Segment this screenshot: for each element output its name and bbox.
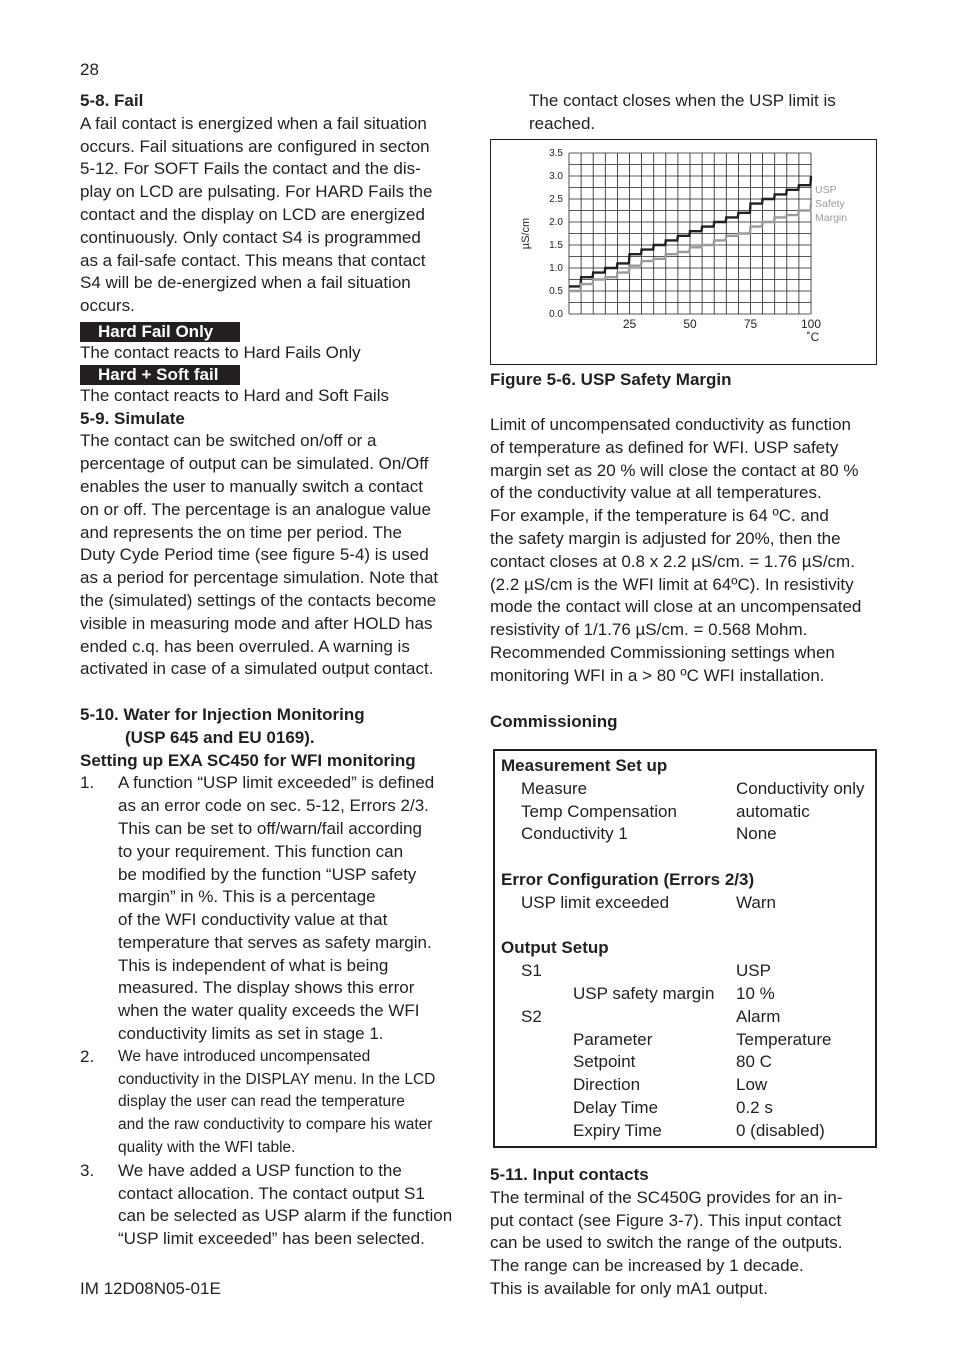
legend-label: Safety	[815, 198, 845, 210]
section-heading-wfi-sub: (USP 645 and EU 0169).	[125, 727, 315, 747]
setting-label: S1	[521, 961, 542, 981]
input-text-line: put contact (see Figure 3-7). This input contact	[490, 1210, 842, 1230]
y-tick-label: 1.5	[549, 240, 563, 251]
step-number: 1.	[80, 773, 95, 793]
explanation-text-line: mode the contact will close at an uncompensated	[490, 597, 862, 617]
step-text-line: quality with the WFI table.	[118, 1139, 296, 1157]
input-text-line: can be used to switch the range of the outputs.	[490, 1233, 843, 1253]
setting-label: Setpoint	[573, 1052, 636, 1072]
step-text-line: measured. The display shows this error	[118, 978, 415, 998]
input-contacts-section	[490, 1164, 890, 1301]
legend-label: Margin	[815, 212, 848, 224]
setting-label: Measure	[521, 778, 588, 798]
figure-caption: Figure 5-6. USP Safety Margin	[490, 370, 732, 389]
fail-paragraph	[80, 113, 468, 318]
intro-line: reached.	[529, 113, 596, 133]
step-number: 3.	[80, 1160, 95, 1180]
x-tick-label: 75	[743, 317, 758, 331]
step-text-line: to your requirement. This function can	[118, 841, 404, 861]
explanation-text-line: (2.2 µS/cm is the WFI limit at 64ºC). In resistivity	[490, 574, 854, 594]
hard-soft-fail-tag: Hard + Soft fail	[80, 365, 240, 385]
input-text-line: This is available for only mA1 output.	[490, 1278, 768, 1298]
step-text-line: be modified by the function “USP safety	[118, 864, 417, 884]
step-text-line: We have added a USP function to the	[118, 1160, 402, 1180]
y-tick-label: 0.5	[549, 286, 563, 297]
x-tick-label: 50	[683, 317, 697, 331]
fail-text-line: occurs.	[80, 296, 135, 316]
step-text-line: display the user can read the temperature	[118, 1093, 405, 1111]
setting-value: Temperature	[736, 1029, 832, 1049]
setting-label: USP safety margin	[573, 984, 715, 1003]
setting-value: 0 (disabled)	[736, 1120, 825, 1140]
step-text-line: temperature that serves as safety margin.	[118, 932, 432, 952]
setting-value: 0.2 s	[736, 1098, 773, 1117]
setting-label: USP limit exceeded	[521, 892, 670, 912]
section-heading-fail: 5-8. Fail	[80, 91, 144, 110]
usp-explanation-paragraph	[490, 414, 890, 688]
step-text-line: “USP limit exceeded” has been selected.	[118, 1229, 425, 1249]
setup-step	[80, 1046, 468, 1160]
simulate-text-line: percentage of output can be simulated. On/Off	[80, 454, 429, 474]
setup-step	[80, 772, 468, 1046]
y-tick-label: 2.0	[549, 217, 563, 228]
usp-chart-frame	[490, 139, 877, 365]
fail-text-line: as a fail-safe contact. This means that contact	[80, 250, 426, 270]
explanation-text-line: Limit of uncompensated conductivity as function	[490, 415, 851, 434]
table-group-title: Error Configuration (Errors 2/3)	[501, 870, 755, 889]
step-text-line: when the water quality exceeds the WFI	[118, 1001, 420, 1021]
setting-value: Conductivity only	[736, 778, 865, 798]
section-heading-input-contacts: 5-11. Input contacts	[490, 1165, 649, 1184]
simulate-text-line: enables the user to manually switch a contact	[80, 476, 424, 496]
step-number: 2.	[80, 1046, 95, 1066]
setting-label: Conductivity 1	[521, 824, 628, 844]
explanation-text-line: of the conductivity value at all temperatures.	[490, 483, 822, 503]
fail-text-line: continuously. Only contact S4 is programmed	[80, 227, 421, 247]
step-text-line: can be selected as USP alarm if the function	[118, 1206, 453, 1226]
simulate-text-line: visible in measuring mode and after HOLD has	[80, 613, 433, 633]
step-text-line: conductivity in the DISPLAY menu. In the LCD	[118, 1070, 436, 1088]
step-text-line: A function “USP limit exceeded” is defined	[118, 773, 435, 793]
step-text-line: This can be set to off/warn/fail according	[118, 818, 422, 838]
input-text-line: The range can be increased by 1 decade.	[490, 1256, 804, 1276]
simulate-text-line: and represents the on time per period. The	[80, 522, 402, 542]
simulate-paragraph	[80, 430, 468, 681]
step-text-line: We have introduced uncompensated	[118, 1047, 371, 1065]
setting-value: USP	[736, 961, 771, 981]
setting-label: Delay Time	[573, 1098, 659, 1117]
explanation-text-line: margin set as 20 % will close the contact at 80 %	[490, 460, 859, 480]
document-code: IM 12D08N05-01E	[80, 1279, 221, 1298]
explanation-text-line: resistivity of 1/1.76 µS/cm. = 0.568 Mohm.	[490, 620, 808, 640]
simulate-text-line: activated in case of a simulated output contact.	[80, 659, 434, 679]
setting-label: Parameter	[573, 1029, 653, 1049]
hard-fail-description: The contact reacts to Hard Fails Only	[80, 342, 361, 362]
section-heading-simulate: 5-9. Simulate	[80, 408, 185, 428]
x-tick-label: 25	[622, 317, 637, 331]
input-contacts-paragraph	[490, 1187, 890, 1301]
fail-text-line: A fail contact is energized when a fail situation	[80, 113, 427, 133]
wfi-setup-heading: Setting up EXA SC450 for WFI monitoring	[80, 750, 416, 770]
explanation-text-line: the safety margin is adjusted for 20%, then the	[490, 528, 841, 548]
fail-text-line: 5-12. For SOFT Fails the contact and the dis-	[80, 159, 421, 179]
step-text-line: as an error code on sec. 5-12, Errors 2/3.	[118, 796, 429, 816]
commissioning-heading: Commissioning	[490, 712, 618, 731]
setup-steps-list	[80, 772, 468, 1251]
fail-text-line: play on LCD are pulsating. For HARD Fails the	[80, 182, 433, 202]
y-tick-label: 3.0	[549, 171, 563, 182]
setting-value: 10 %	[736, 984, 775, 1003]
setting-value: Low	[736, 1075, 768, 1095]
commissioning-settings-table	[493, 749, 877, 1148]
setup-step	[80, 1160, 468, 1251]
left-column	[80, 90, 468, 1251]
simulate-text-line: ended c.q. has been overruled. A warning is	[80, 636, 410, 656]
step-text-line: conductivity limits as set in stage 1.	[118, 1024, 384, 1044]
fail-text-line: occurs. Fail situations are configured in secton	[80, 136, 430, 156]
setting-value: Warn	[736, 892, 776, 912]
y-axis-label: µS/cm	[520, 217, 532, 250]
step-text-line: contact allocation. The contact output S1	[118, 1183, 425, 1203]
step-text-line: of the WFI conductivity value at that	[118, 910, 388, 930]
table-group-title: Measurement Set up	[501, 756, 668, 775]
setting-label: Temp Compensation	[521, 801, 677, 821]
section-heading-wfi: 5-10. Water for Injection Monitoring	[80, 704, 365, 724]
hard-fail-tag: Hard Fail Only	[80, 322, 240, 342]
setting-value: None	[736, 824, 777, 844]
setting-value: 80 C	[736, 1052, 772, 1072]
step-text-line: margin” in %. This is a percentage	[118, 887, 376, 907]
explanation-text-line: contact closes at 0.8 x 2.2 µS/cm. = 1.76 µS/cm.	[490, 551, 855, 571]
hard-soft-fail-description: The contact reacts to Hard and Soft Fails	[80, 385, 389, 405]
y-tick-label: 0.0	[549, 309, 563, 320]
table-group-title: Output Setup	[501, 938, 609, 958]
explanation-text-line: Recommended Commissioning settings when	[490, 642, 835, 662]
simulate-text-line: as a period for percentage simulation. Note that	[80, 568, 439, 588]
setting-label: S2	[521, 1006, 542, 1026]
explanation-text-line: monitoring WFI in a > 80 ºC WFI installation.	[490, 665, 825, 685]
step-text-line: This is independent of what is being	[118, 955, 389, 975]
x-tick-label: 100	[800, 317, 822, 331]
setting-label: Direction	[573, 1075, 641, 1095]
chart-intro	[529, 90, 889, 136]
setting-value: Alarm	[736, 1006, 781, 1026]
y-tick-label: 2.5	[549, 194, 563, 205]
simulate-text-line: Duty Cyde Period time (see figure 5-4) is used	[80, 545, 429, 565]
simulate-text-line: The contact can be switched on/off or a	[80, 431, 377, 451]
legend-label: USP	[815, 184, 837, 196]
setting-label: Expiry Time	[573, 1120, 662, 1140]
page-number: 28	[80, 60, 99, 79]
explanation-text-line: of temperature as defined for WFI. USP safety	[490, 437, 839, 457]
step-text-line: and the raw conductivity to compare his water	[118, 1116, 433, 1134]
simulate-text-line: on or off. The percentage is an analogue value	[80, 499, 431, 519]
setting-value: automatic	[736, 801, 810, 821]
y-tick-label: 1.0	[549, 263, 563, 274]
usp-chart	[491, 140, 876, 364]
fail-text-line: contact and the display on LCD are energized	[80, 204, 425, 224]
intro-line: The contact closes when the USP limit is	[529, 91, 836, 110]
fail-text-line: S4 will be de-energized when a fail situation	[80, 273, 411, 293]
input-text-line: The terminal of the SC450G provides for an in-	[490, 1187, 843, 1207]
x-axis-label: ˚C	[806, 330, 820, 344]
y-tick-label: 3.5	[549, 148, 563, 159]
explanation-text-line: For example, if the temperature is 64 ºC. and	[490, 506, 829, 526]
simulate-text-line: the (simulated) settings of the contacts become	[80, 590, 437, 610]
